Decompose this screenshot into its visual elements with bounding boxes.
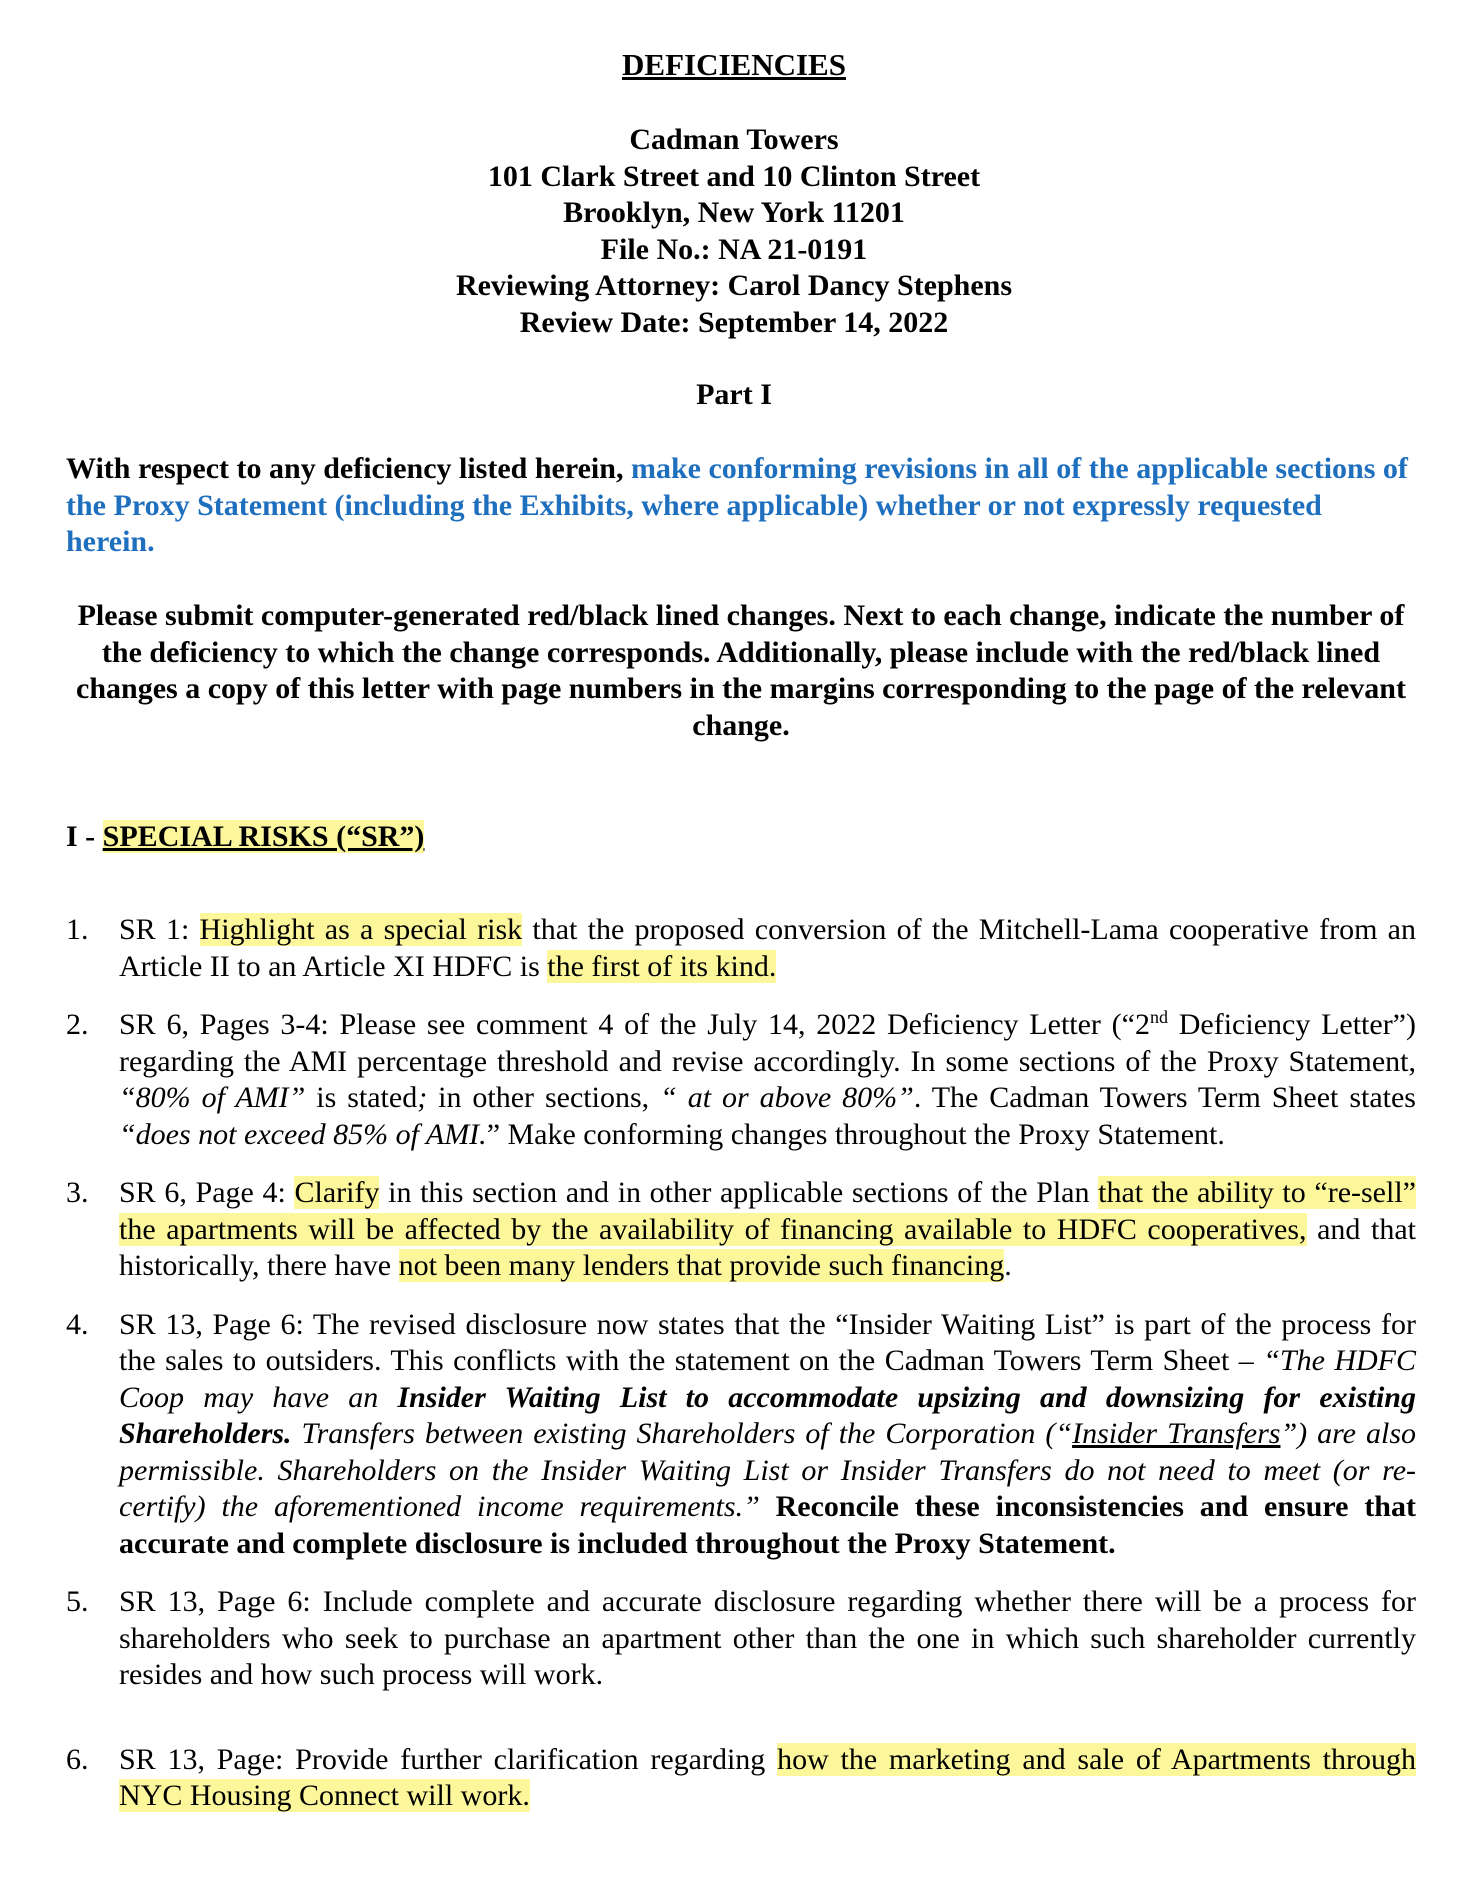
section-heading xyxy=(66,819,424,856)
highlighted-text: the first of its kind. xyxy=(547,949,777,983)
item-text: ” Make conforming changes throughout the Proxy Statement. xyxy=(486,1117,1225,1151)
item-text: . The Cadman Towers Term Sheet states xyxy=(913,1081,1416,1114)
item-text: SR 13, Page 6: Include complete and accurate disclosure regarding whether there will be a process for shareholders who seek to purchase an apartment other than the one in which such shareholder currently resides and how such process will work. xyxy=(119,1585,1416,1691)
italic-text: Transfers between existing Shareholders of the Corporation (“ xyxy=(291,1417,1073,1450)
italic-text: “The HDFC Coop may have an xyxy=(119,1344,1416,1414)
italic-text: ; xyxy=(417,1081,428,1114)
item-number: 5. xyxy=(66,1585,89,1618)
item-text: Deficiency Letter”) regarding the AMI percentage threshold and revise accordingly. In some sections of the Proxy Statement, xyxy=(119,1008,1416,1078)
highlighted-text: Clarify xyxy=(294,1176,380,1209)
item-text: in other sections, xyxy=(427,1081,661,1114)
italic-text: “80% of AMI” xyxy=(119,1081,306,1114)
highlighted-text: not been many lenders that provide such financing xyxy=(398,1249,1005,1282)
list-item xyxy=(66,1742,1416,1815)
item-number: 2. xyxy=(66,1008,89,1041)
intro-lead: With respect to any deficiency listed herein, xyxy=(66,452,631,485)
item-text: that the proposed conversion of the Mitchell-Lama cooperative from an Article II to an Article XI HDFC is xyxy=(119,913,1416,983)
section-label: SPECIAL RISKS (“SR”) xyxy=(102,820,425,853)
review-date: Review Date: September 14, 2022 xyxy=(519,305,949,339)
list-item xyxy=(66,1007,1416,1153)
item-text: SR 6, Page 4: xyxy=(119,1176,295,1209)
item-number: 6. xyxy=(66,1742,89,1776)
item-number: 1. xyxy=(66,913,89,946)
property-name: Cadman Towers xyxy=(629,123,839,156)
reviewing-attorney: Reviewing Attorney: Carol Dancy Stephens xyxy=(455,269,1013,302)
item-text: is stated xyxy=(305,1081,418,1114)
highlighted-text: that the ability to “re-sell” the apartments will be affected by the availability of financing available to HDFC cooperatives, xyxy=(119,1176,1416,1246)
item-text: SR 13, Page 6: The revised disclosure now states that the “Insider Waiting List” is part of the process for the sales to outsiders. This conflicts with the statement on the Cadman Towers Term Sheet – xyxy=(119,1307,1416,1377)
item-text: SR 1: xyxy=(119,913,200,946)
section-prefix: I - xyxy=(66,820,103,853)
item-text: SR 6, Pages 3-4: Please see comment 4 of the July 14, 2022 Deficiency Letter (“2 xyxy=(119,1008,1150,1041)
list-item xyxy=(66,912,1416,985)
list-item xyxy=(66,1307,1416,1563)
italic-text: “ at or above 80%” xyxy=(660,1081,914,1114)
instructions-paragraph: Please submit computer-generated red/black lined changes. Next to each change, indicate the number of the deficiency to which the change corresponds. Additionally, please include with the red/black lined changes a copy of this letter with page numbers in the margins corresponding to the page of the relevant change. xyxy=(76,599,1406,742)
part-heading: Part I xyxy=(696,378,772,411)
document-header xyxy=(0,122,1468,341)
file-number: File No.: NA 21-0191 xyxy=(600,232,868,266)
intro-highlight: make conforming revisions in all of the applicable sections of the Proxy Statement (including the Exhibits, where applicable) whether or not expressly requested herein. xyxy=(66,452,1408,558)
item-text: SR 13, Page: Provide further clarification regarding xyxy=(119,1742,778,1776)
bold-text: Reconcile these inconsistencies and ensure that accurate and complete disclosure is included throughout the Proxy Statement. xyxy=(119,1490,1416,1560)
item-text: and that historically, there have xyxy=(119,1212,1416,1282)
italic-text: “does not exceed 85% of AMI. xyxy=(119,1117,487,1151)
highlighted-text: how the marketing and sale of Apartments through NYC Housing Connect will work. xyxy=(119,1742,1416,1812)
bold-italic-text: Insider Waiting List to accommodate upsizing and downsizing for existing Shareholders. xyxy=(119,1380,1416,1450)
item-number: 3. xyxy=(66,1176,89,1209)
italic-text: ”) are also permissible. Shareholders on the Insider Waiting List or Insider Transfers do not need to meet (or re-certify) the aforementioned income requirements.” xyxy=(119,1417,1417,1523)
property-address: 101 Clark Street and 10 Clinton Street xyxy=(487,159,981,193)
item-text: in this section and in other applicable sections of the Plan xyxy=(379,1176,1099,1209)
list-item xyxy=(66,1584,1416,1694)
intro-paragraph xyxy=(66,451,1416,561)
underlined-term: Insider Transfers xyxy=(1072,1417,1281,1450)
list-item xyxy=(66,1175,1416,1285)
highlighted-text: Highlight as a special risk xyxy=(199,913,523,946)
property-city: Brooklyn, New York 11201 xyxy=(563,196,905,229)
item-text: . xyxy=(1004,1249,1012,1282)
deficiency-list xyxy=(66,912,1416,1815)
item-number: 4. xyxy=(66,1307,89,1341)
superscript: nd xyxy=(1149,1007,1168,1027)
document-title: DEFICIENCIES xyxy=(622,47,846,82)
